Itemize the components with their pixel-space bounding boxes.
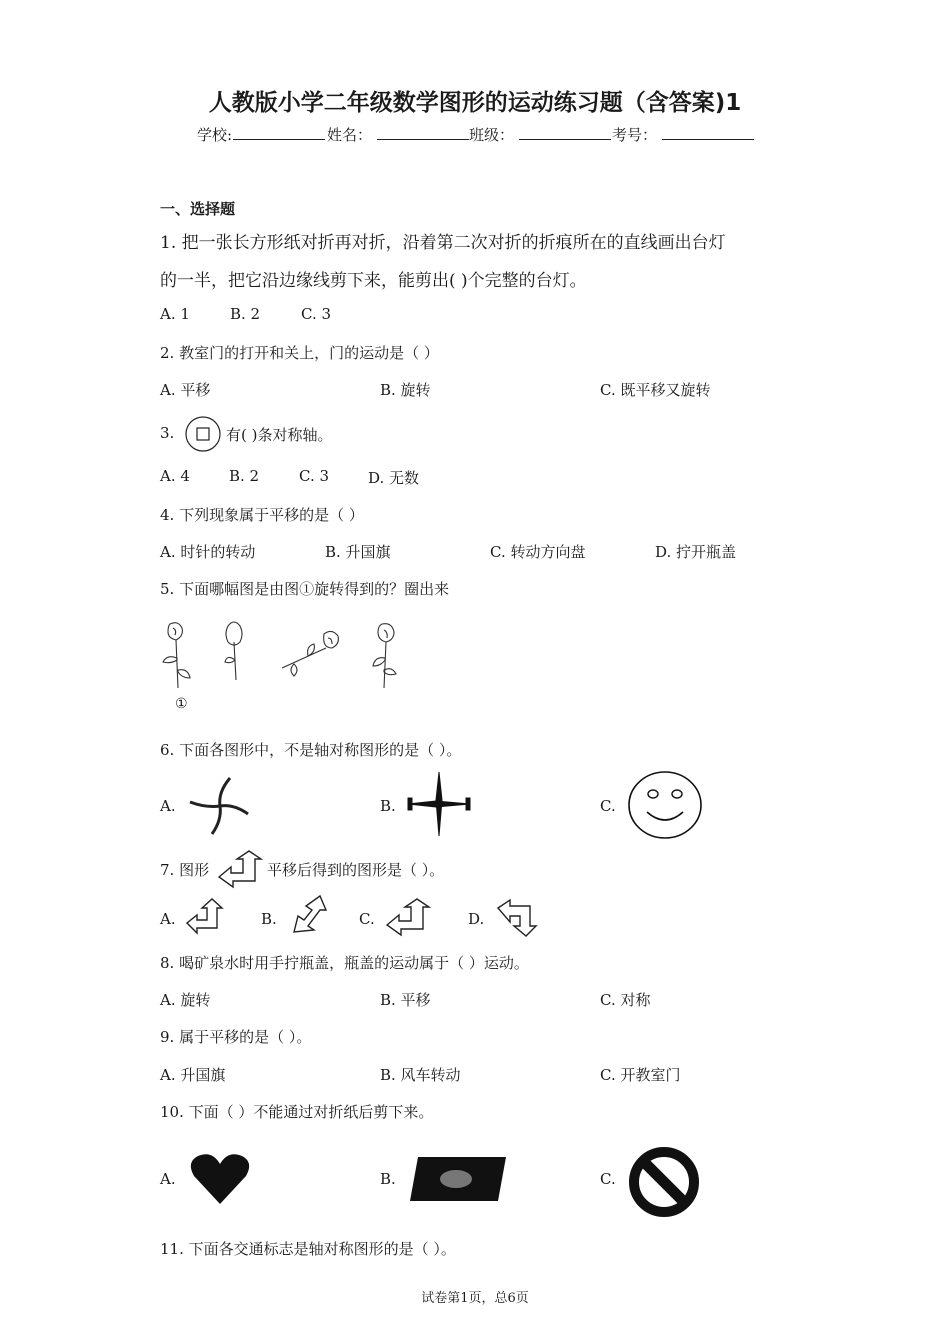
q3-text: 有( )条对称轴。 [226,426,333,444]
q10-text: 10. 下面（ ）不能通过对折纸后剪下来。 [160,1103,434,1121]
arrow-shape-d-icon [496,898,544,938]
q2-option-b[interactable]: B. 旋转 [380,381,431,399]
q9-text: 9. 属于平移的是（ ）。 [160,1028,312,1046]
prohibition-sign-icon [626,1144,702,1220]
q4-option-d[interactable]: D. 拧开瓶盖 [655,543,737,561]
rose-2-icon [225,622,242,680]
cross-star-icon [406,770,472,838]
q6-option-b[interactable]: B. [380,797,396,815]
smiley-face-icon [627,770,707,840]
circle-square-figure [184,415,224,453]
class-field[interactable] [519,125,611,140]
q1-line1: 1. 把一张长方形纸对折再对折，沿着第二次对折的折痕所在的直线画出台灯 [160,233,726,253]
q5-text: 5. 下面哪幅图是由图①旋转得到的？圈出来 [160,580,450,598]
q2-option-c[interactable]: C. 既平移又旋转 [600,381,711,399]
q10-option-a[interactable]: A. [160,1170,176,1188]
q9-option-b[interactable]: B. 风车转动 [380,1066,461,1084]
page-footer: 试卷第1页，总6页 [421,1291,529,1306]
q6-text: 6. 下面各图形中，不是轴对称图形的是（ ）。 [160,741,462,759]
section-heading: 一、选择题 [160,200,236,218]
rose-4-icon [373,624,396,688]
q3-option-b[interactable]: B. 2 [229,467,260,485]
q11-text: 11. 下面各交通标志是轴对称图形的是（ ）。 [160,1240,456,1258]
parallelogram-icon [408,1155,508,1203]
arrow-shape-icon [217,849,265,887]
q5-circled-number: ① [175,696,188,712]
page-title: 人教版小学二年级数学图形的运动练习题（含答案)1 [208,90,742,116]
q10-option-b[interactable]: B. [380,1170,396,1188]
name-field[interactable] [377,125,469,140]
arrow-shape-a-icon [185,897,229,937]
q7-text-post: 平移后得到的图形是（ ）。 [267,861,445,879]
q7-text-pre: 7. 图形 [160,861,210,879]
q3-option-c[interactable]: C. 3 [299,467,330,485]
q1-option-b[interactable]: B. 2 [230,305,261,323]
q3-option-a[interactable]: A. 4 [160,467,190,485]
q7-option-b[interactable]: B. [261,910,277,928]
name-label: 姓名： [327,126,373,144]
exam-no-field[interactable] [662,125,754,140]
q4-option-c[interactable]: C. 转动方向盘 [490,543,586,561]
q1-line2: 的一半，把它沿边缘线剪下来，能剪出( )个完整的台灯。 [160,271,587,291]
q1-option-a[interactable]: A. 1 [160,305,190,323]
q6-option-c[interactable]: C. [600,797,616,815]
school-field[interactable] [233,125,325,140]
q2-option-a[interactable]: A. 平移 [160,381,211,399]
arrow-shape-b-icon [288,892,332,940]
heart-icon [190,1152,250,1206]
q7-option-a[interactable]: A. [160,910,176,928]
pinwheel-icon [186,774,254,838]
q3-option-d[interactable]: D. 无数 [368,469,420,487]
q8-option-b[interactable]: B. 平移 [380,991,431,1009]
rose-1-icon [163,623,190,688]
q4-option-b[interactable]: B. 升国旗 [325,543,391,561]
q2-text: 2. 教室门的打开和关上，门的运动是（ ） [160,344,439,362]
q9-option-a[interactable]: A. 升国旗 [160,1066,226,1084]
q8-option-c[interactable]: C. 对称 [600,991,651,1009]
q9-option-c[interactable]: C. 开教室门 [600,1066,681,1084]
q8-option-a[interactable]: A. 旋转 [160,991,211,1009]
q1-option-c[interactable]: C. 3 [301,305,332,323]
school-label: 学校: [197,126,233,144]
class-label: 班级： [469,126,515,144]
exam-no-label: 考号： [612,126,658,144]
rose-figures [158,620,398,696]
q4-text: 4. 下列现象属于平移的是（ ） [160,506,364,524]
arrow-shape-c-icon [385,897,433,937]
q3-number: 3. [160,424,175,442]
q7-option-c[interactable]: C. [359,910,375,928]
q4-option-a[interactable]: A. 时针的转动 [160,543,256,561]
q7-option-d[interactable]: D. [468,910,485,928]
rose-3-icon [282,631,338,676]
q8-text: 8. 喝矿泉水时用手拧瓶盖，瓶盖的运动属于（ ）运动。 [160,954,529,972]
q10-option-c[interactable]: C. [600,1170,616,1188]
q6-option-a[interactable]: A. [160,797,176,815]
